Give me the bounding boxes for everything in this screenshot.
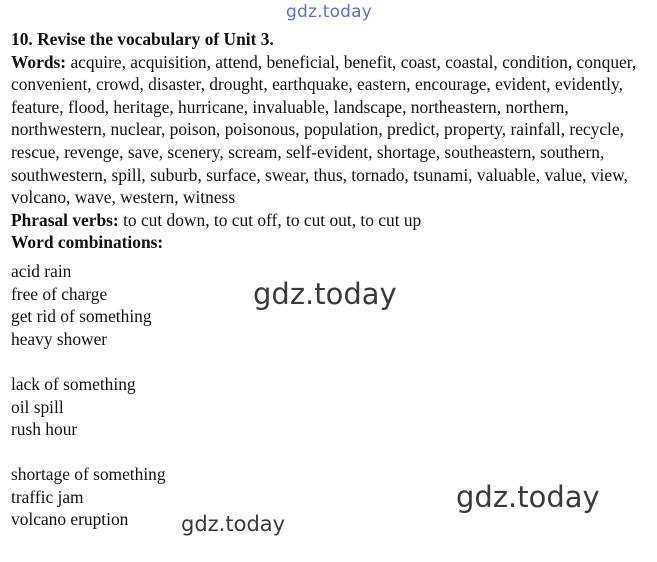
- combination-item: traffic jam: [11, 486, 84, 507]
- words-list: acquire, acquisition, attend, beneficial, benefit, coast, coastal, condition, conquer, convenient, crowd, disaster, drought, earthquake, eastern, encourage, evident, evidently, feature, flood, heritage, hurricane, invaluable, landscape, northeastern, northern, northwestern, nuclear, poison, poisonous, population, predict, property, rainfall, recycle, rescue, revenge, save, scenery, scream, self-evident, shortage, southeastern, southern, southwestern, spill, suburb, surface, swear, thus, tornado, tsunami, valuable, value, view, volcano, wave, western, witness: [11, 51, 637, 208]
- phrasal-verbs-label: Phrasal verbs:: [11, 209, 119, 230]
- words-label: Words:: [11, 51, 67, 72]
- phrasal-verbs-paragraph: [11, 209, 651, 232]
- combination-item: free of charge: [11, 283, 108, 304]
- watermark-right: gdz.today: [456, 480, 600, 514]
- words-paragraph: [11, 51, 651, 209]
- exercise-title: 10. Revise the vocabulary of Unit 3.: [11, 29, 274, 49]
- watermark-top: gdz.today: [286, 2, 373, 22]
- watermark-bottom: gdz.today: [181, 512, 286, 536]
- word-combinations-label: Word combinations:: [11, 232, 164, 253]
- combination-item: acid rain: [11, 260, 72, 281]
- watermark-middle: gdz.today: [253, 277, 397, 311]
- phrasal-verbs-list: to cut down, to cut off, to cut out, to cut up: [123, 209, 422, 230]
- combination-item: volcano eruption: [11, 509, 129, 530]
- combination-item: shortage of something: [11, 464, 166, 485]
- combination-item: rush hour: [11, 419, 78, 440]
- combination-item: heavy shower: [11, 328, 108, 349]
- combination-group: [11, 373, 651, 441]
- combination-item: get rid of something: [11, 306, 152, 327]
- combination-item: lack of something: [11, 373, 136, 394]
- combination-item: oil spill: [11, 396, 64, 417]
